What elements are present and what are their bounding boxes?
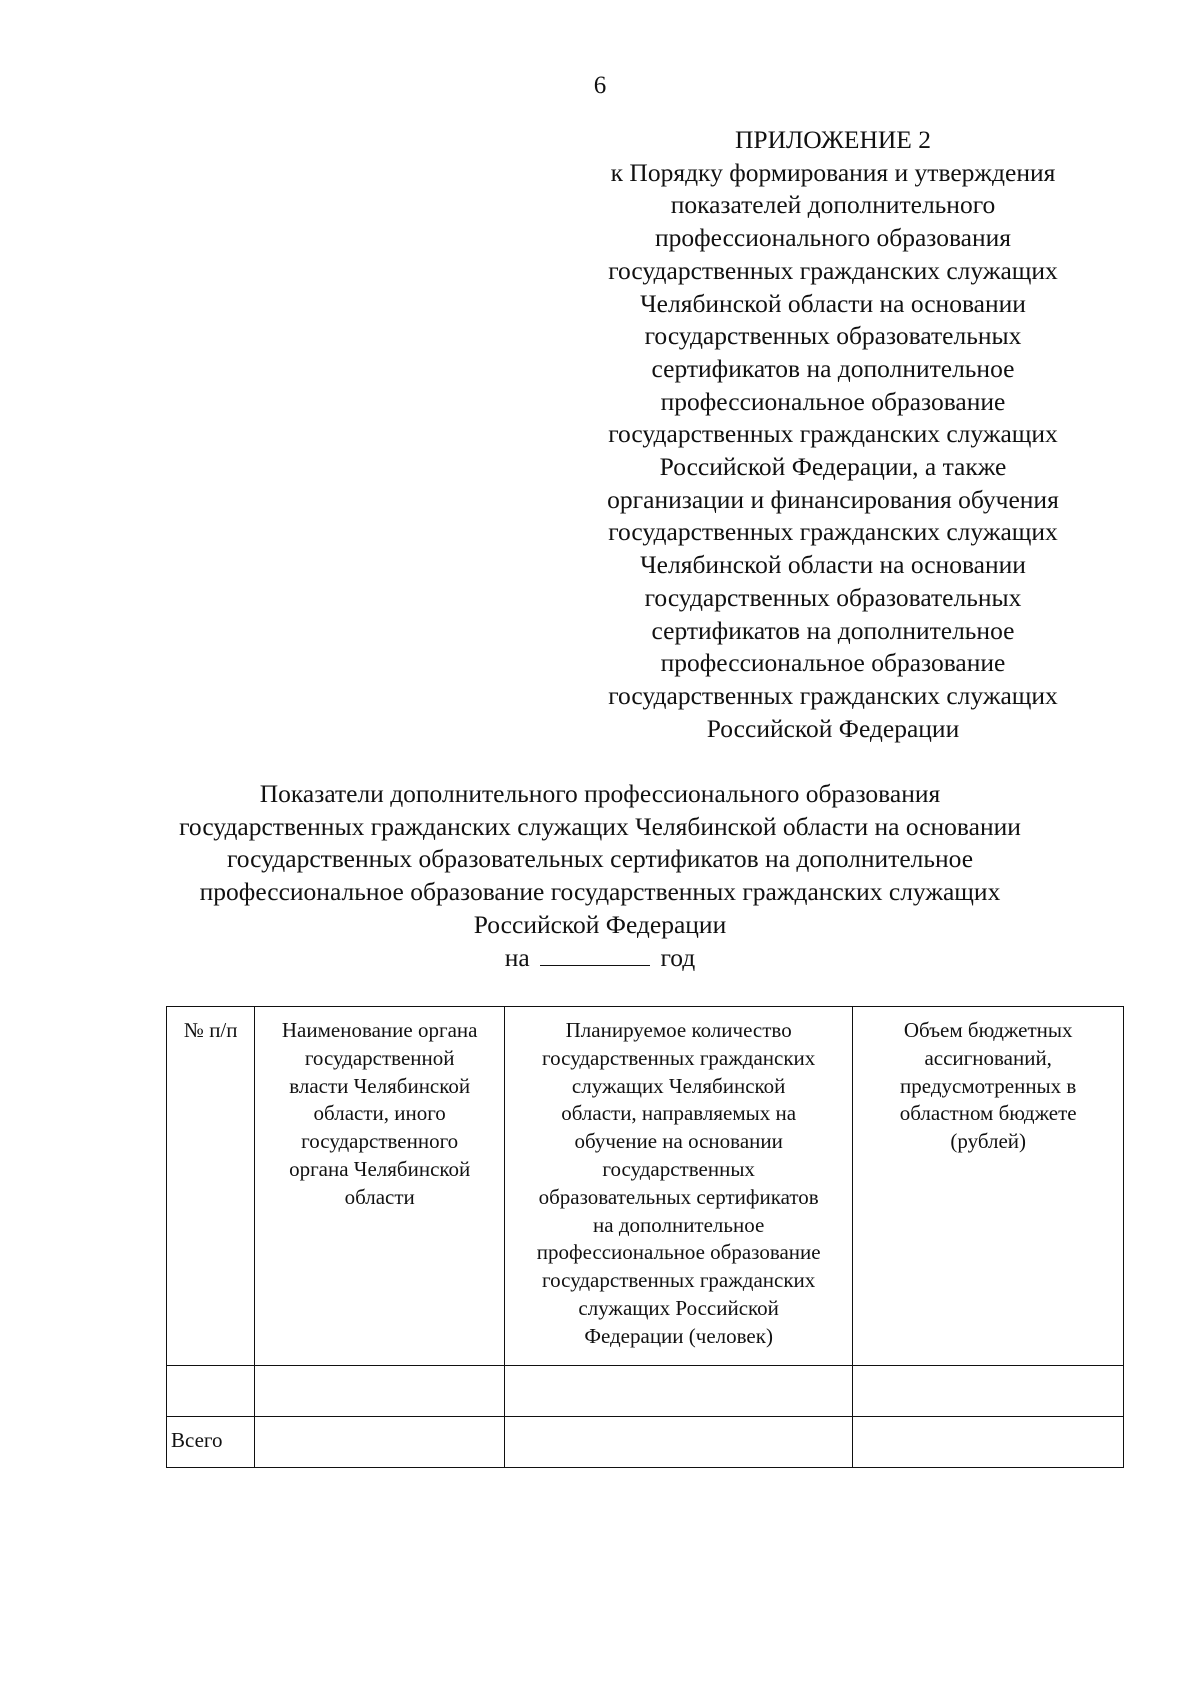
appendix-line: Российской Федерации: [706, 713, 960, 743]
year-line: [100, 942, 1100, 975]
appendix-line: организации и финансирования обучения: [607, 484, 1059, 514]
header-line: предусмотренных в: [900, 1073, 1077, 1098]
appendix-line: сертификатов на дополнительное: [651, 615, 1015, 645]
header-line: Объем бюджетных: [903, 1018, 1073, 1042]
header-line: области, направляемых на: [561, 1101, 797, 1126]
header-line: № п/п: [183, 1018, 238, 1042]
appendix-line: профессиональное образование: [660, 648, 1006, 678]
header-line: органа Челябинской: [289, 1156, 471, 1181]
header-line: на дополнительное: [593, 1212, 765, 1237]
header-organ-name: [255, 1007, 505, 1366]
heading-line: государственных образовательных сертификатов на дополнительное: [226, 844, 974, 874]
header-line: области: [344, 1184, 415, 1209]
appendix-line: Челябинской области на основании: [640, 550, 1026, 580]
header-line: образовательных сертификатов: [538, 1184, 819, 1209]
appendix-line: к Порядку формирования и утверждения: [610, 157, 1056, 187]
appendix-line: государственных гражданских служащих: [608, 517, 1058, 547]
header-line: (рублей): [950, 1129, 1027, 1154]
header-line: профессиональное образование: [536, 1240, 821, 1265]
year-suffix: год: [660, 942, 696, 972]
total-row: [167, 1417, 1124, 1468]
header-line: Наименование органа: [281, 1018, 478, 1042]
appendix-title: ПРИЛОЖЕНИЕ 2: [734, 125, 932, 154]
page-number: 6: [593, 72, 607, 99]
heading-line: Российской Федерации: [473, 909, 727, 939]
table-cell: [504, 1417, 852, 1468]
appendix-block: [573, 124, 1093, 745]
document-heading: [100, 778, 1100, 974]
appendix-line: профессионального образования: [654, 223, 1012, 253]
appendix-line: государственных гражданских служащих: [608, 680, 1058, 710]
heading-line: профессиональное образование государственных гражданских служащих: [199, 877, 1001, 907]
appendix-line: сертификатов на дополнительное: [651, 353, 1015, 383]
header-planned-count: [504, 1007, 852, 1366]
header-line: Федерации (человек): [584, 1323, 773, 1348]
appendix-line: государственных гражданских служащих: [608, 419, 1058, 449]
indicators-table: [166, 1006, 1124, 1468]
appendix-line: Российской Федерации, а также: [659, 452, 1007, 482]
table-cell: [504, 1366, 852, 1417]
header-line: ассигнований,: [924, 1045, 1052, 1070]
header-number: [167, 1007, 255, 1366]
table-cell: [167, 1366, 255, 1417]
table-cell: [853, 1417, 1124, 1468]
table-cell: [853, 1366, 1124, 1417]
table-cell: [255, 1417, 505, 1468]
header-line: служащих Челябинской: [571, 1073, 786, 1098]
year-blank-field: [540, 943, 650, 966]
header-line: государственных гражданских: [542, 1268, 816, 1293]
table-row: [167, 1366, 1124, 1417]
appendix-line: государственных гражданских служащих: [608, 255, 1058, 285]
header-line: служащих Российской: [578, 1295, 779, 1320]
appendix-line: показателей дополнительного: [670, 190, 996, 220]
header-line: государственных гражданских: [542, 1045, 816, 1070]
appendix-line: государственных образовательных: [644, 321, 1022, 351]
appendix-line: профессиональное образование: [660, 386, 1006, 416]
total-label: Всего: [167, 1417, 255, 1468]
header-budget: [853, 1007, 1124, 1366]
year-prefix: на: [504, 942, 530, 972]
table-cell: [255, 1366, 505, 1417]
header-line: государственной: [304, 1045, 455, 1070]
heading-line: Показатели дополнительного профессионального образования: [259, 779, 941, 808]
header-line: государственного: [301, 1129, 459, 1154]
header-line: государственных: [602, 1156, 755, 1181]
heading-line: государственных гражданских служащих Челябинской области на основании: [179, 811, 1021, 841]
header-line: областном бюджете: [899, 1101, 1077, 1126]
header-line: Планируемое количество: [565, 1018, 792, 1042]
appendix-line: государственных образовательных: [644, 582, 1022, 612]
table-header-row: [167, 1007, 1124, 1366]
header-line: обучение на основании: [574, 1129, 783, 1154]
header-line: власти Челябинской: [289, 1073, 471, 1098]
appendix-line: Челябинской области на основании: [640, 288, 1026, 318]
header-line: области, иного: [313, 1101, 446, 1126]
